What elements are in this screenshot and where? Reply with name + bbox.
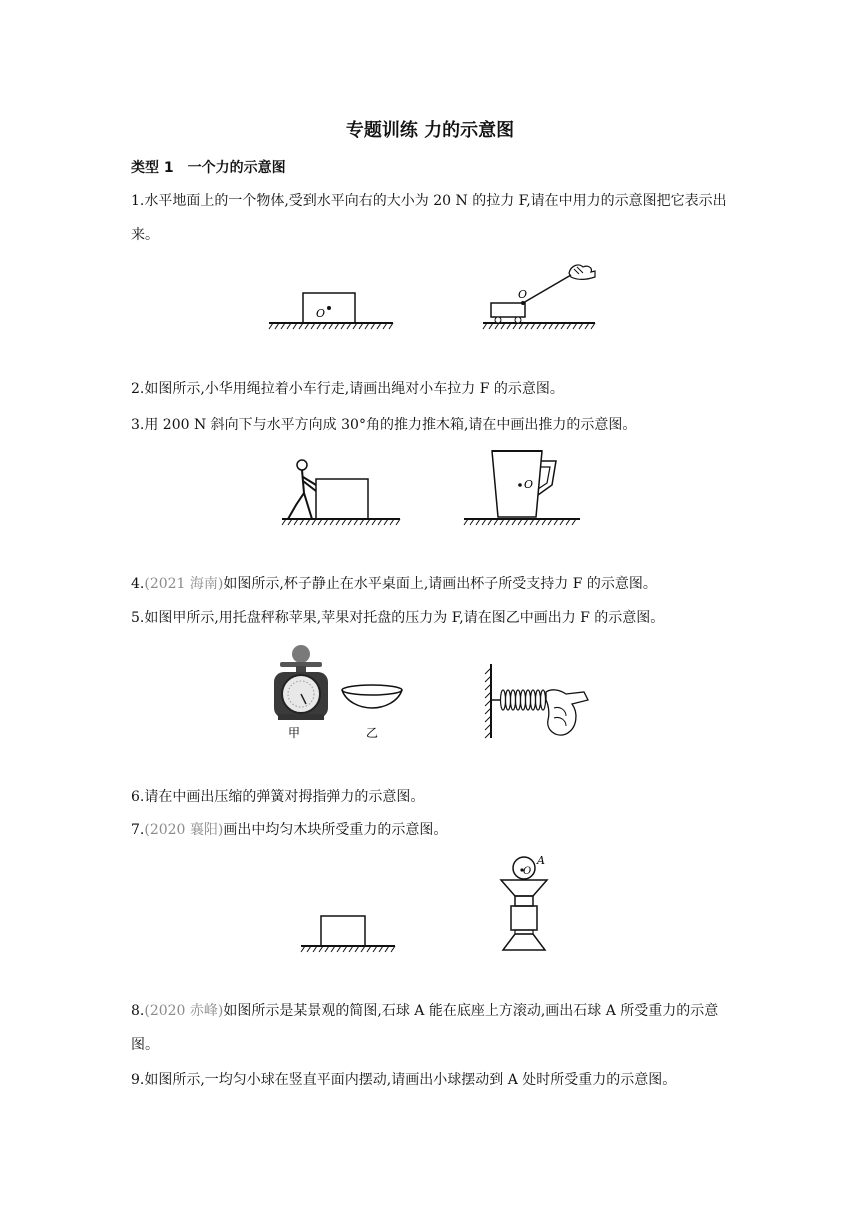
question-number: 6. xyxy=(131,789,145,805)
question-text: 如图所示,一均匀小球在竖直平面内摆动,请画出小球摆动到 A 处时所受重力的示意图。 xyxy=(144,1072,677,1088)
question-9 xyxy=(131,1063,741,1097)
question-number: 2. xyxy=(131,381,145,397)
question-source: (2020 襄阳) xyxy=(144,822,224,838)
scale-photo-figure xyxy=(274,645,328,720)
question-number: 9. xyxy=(131,1072,145,1088)
question-number: 1. xyxy=(131,193,145,209)
question-source: (2020 赤峰) xyxy=(144,1003,224,1019)
caption-yi: 乙 xyxy=(366,726,379,740)
question-3 xyxy=(131,408,741,442)
question-source: (2021 海南) xyxy=(144,576,224,592)
question-text: 如图所示,小华用绳拉着小车行走,请画出绳对小车拉力 F 的示意图。 xyxy=(144,381,564,397)
question-text: 如图甲所示,用托盘秤称苹果,苹果对托盘的压力为 F,请在图乙中画出力 F 的示意图。 xyxy=(144,610,665,626)
question-6 xyxy=(131,780,741,814)
question-number: 8. xyxy=(131,1003,145,1019)
box-figure xyxy=(269,293,393,329)
section-heading: 类型 1 一个力的示意图 xyxy=(131,160,286,176)
plate-figure xyxy=(342,685,402,708)
question-text: 用 200 N 斜向下与水平方向成 30°角的推力推木箱,请在中画出推力的示意图。 xyxy=(144,417,637,433)
cart-point-label: O xyxy=(518,288,528,301)
cup-point-label: O xyxy=(524,478,534,491)
question-1 xyxy=(131,184,741,252)
question-text: 如图所示,杯子静止在水平桌面上,请画出杯子所受支持力 F 的示意图。 xyxy=(223,576,657,592)
question-2 xyxy=(131,372,741,406)
box-point-label: O xyxy=(316,307,326,320)
question-text: 画出中均匀木块所受重力的示意图。 xyxy=(223,822,448,838)
cart-figure xyxy=(483,265,595,329)
stone-ball-figure xyxy=(501,854,547,950)
question-8 xyxy=(131,994,741,1062)
page-title: 专题训练 力的示意图 xyxy=(345,120,515,141)
figure-push-and-cup xyxy=(278,445,588,530)
figure-scale-plate-spring xyxy=(266,642,601,742)
caption-jia: 甲 xyxy=(288,726,301,740)
question-text: 水平地面上的一个物体,受到水平向右的大小为 20 N 的拉力 F,请在中用力的示意图把它表示出来。 xyxy=(131,193,727,243)
ball-label: A xyxy=(537,854,545,867)
question-5 xyxy=(131,601,741,635)
ball-point-label: O xyxy=(523,866,532,877)
question-7 xyxy=(131,813,741,847)
question-4 xyxy=(131,567,741,601)
push-box-figure xyxy=(282,460,400,525)
question-text: 请在中画出压缩的弹簧对拇指弹力的示意图。 xyxy=(144,789,425,805)
cup-figure xyxy=(464,451,580,525)
question-number: 5. xyxy=(131,610,145,626)
question-number: 7. xyxy=(131,822,145,838)
spring-thumb-figure xyxy=(485,664,588,738)
wood-block-figure xyxy=(301,916,395,952)
figure-box-and-cart xyxy=(265,255,605,340)
figure-block-and-stone-ball xyxy=(297,852,557,957)
question-number: 3. xyxy=(131,417,145,433)
question-text: 如图所示是某景观的简图,石球 A 能在底座上方滚动,画出石球 A 所受重力的示意图。 xyxy=(131,1003,719,1053)
question-number: 4. xyxy=(131,576,145,592)
